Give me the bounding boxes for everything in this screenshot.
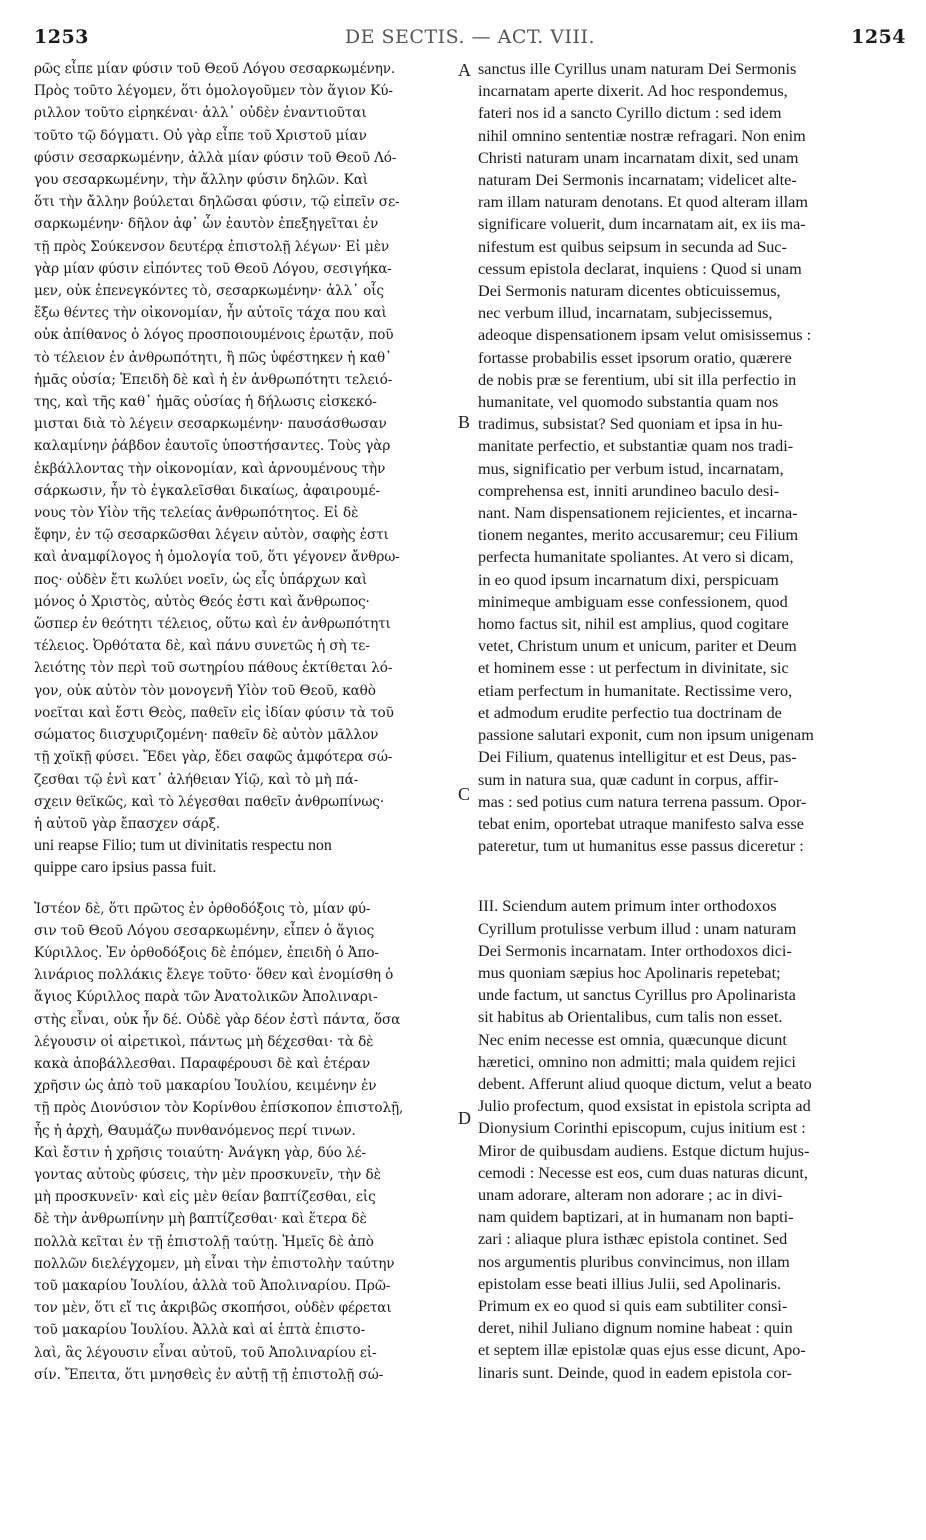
greek-line: κακὰ ἀποβάλλεσθαι. Παραφέρουσι δὲ καὶ ἑτέραν: [34, 1055, 371, 1072]
greek-line: μὴ προσκυνεῖν· καὶ εἰς μὲν θείαν βαπτίζεσθαι, εἰς: [34, 1189, 376, 1206]
greek-line: τῇ χοϊκῇ φύσει. Ἔδει γὰρ, ἔδει σαφῶς ἀμφότερα σώ-: [34, 749, 393, 766]
latin-line: vetet, Christum unum et unicum, pariter et Deum: [478, 637, 797, 656]
latin-line: deret, nihil Juliano dignum nomine habeat : quin: [478, 1319, 793, 1338]
latin-line: manitate perfectio, et substantiæ quam nos tradi-: [478, 437, 794, 456]
greek-line: Καὶ ἔστιν ἡ χρῆσις τοιαύτη· Ἀνάγκη γὰρ, δύο λέ-: [34, 1144, 366, 1161]
latin-line: unam adorare, alteram non adorare ; ac in divi-: [478, 1185, 783, 1204]
latin-line: pateretur, tum ut humanitus esse passus diceretur :: [478, 837, 804, 856]
latin-line: comprehensa est, inniti arundineo baculo desi-: [478, 481, 780, 500]
greek-line: τέλειος. Ὀρθότατα δὲ, καὶ πάνυ συνετῶς ἡ σὴ τε-: [34, 638, 370, 655]
greek-line: μεν, οὐκ ἐπενεγκόντες τὸ, σεσαρκωμένην· ἀλλ᾽ οἷς: [34, 283, 384, 300]
latin-line: Dionysium Corinthi episcopum, cujus initium est :: [478, 1119, 806, 1138]
greek-line: σαρκωμένην· δῆλον ἀφ᾽ ὧν ἑαυτὸν ἐπεξηγεῖται ἐν: [34, 216, 379, 233]
latin-line: Miror de quibusdam audiens. Estque dictum hujus-: [478, 1141, 810, 1160]
latin-line: Christi naturam unam incarnatam dixit, sed unam: [478, 148, 799, 167]
greek-line: γου σεσαρκωμένην, τὴν ἄλλην φύσιν δηλῶν. Καὶ: [34, 172, 369, 189]
greek-line: ἔξω θέντες τὴν οἰκονομίαν, ἦν αὐτοῖς τάχα που καὶ: [34, 305, 387, 322]
greek-line: νους τὸν Υἱὸν τῆς τελείας ἀνθρωπότητος. Εἰ δὲ: [34, 505, 359, 522]
latin-line: et admodum erudite perfectio tua doctrinam de: [478, 703, 782, 722]
latin-line: nifestum est quibus seipsum in secunda ad Suc-: [478, 237, 787, 256]
latin-line: naturam Dei Sermonis incarnatam; videlicet alte-: [478, 171, 797, 190]
greek-line: τὸ τέλειον ἐν ἀνθρωπότητι, ἢ πῶς ὑφέστηκεν ἡ καθ᾽: [34, 349, 392, 366]
latin-span-line: uni reapse Filio; tum ut divinitatis respectu non: [34, 837, 332, 855]
latin-line: cemodi : Necesse est eos, cum duas naturas dicunt,: [478, 1163, 808, 1182]
greek-line: ζεσθαι τῷ ἑνὶ κατ᾽ ἀλήθειαν Υἱῷ, καὶ τὸ μὴ πά-: [34, 771, 359, 788]
latin-line: debent. Afferunt aliud quoque dictum, velut a beato: [478, 1074, 812, 1093]
margin-marker-b: B: [458, 412, 471, 432]
latin-line: zari : aliaque plura isthæc epistola continet. Sed: [478, 1230, 788, 1249]
greek-line: ἡμᾶς οὐσία; Ἐπειδὴ δὲ καὶ ἡ ἐν ἀνθρωπότητι τελειό-: [34, 371, 393, 388]
greek-line: ἔφην, ἐν τῷ σεσαρκῶσθαι λέγειν αὐτὸν, σαφὴς ἐστι: [34, 527, 389, 544]
latin-line: mus quoniam sæpius hoc Apolinaris repetebat;: [478, 963, 781, 982]
latin-line: mas : sed potius cum natura terrena passum. Opor-: [478, 792, 807, 811]
latin-column: [478, 58, 892, 1384]
latin-line: linaris sunt. Deinde, quod in eadem epistola cor-: [478, 1363, 792, 1382]
latin-line: Dei Sermonis incarnatam. Inter orthodoxos dici-: [478, 941, 792, 960]
greek-line: πολλὰ κεῖται ἐν τῇ ἐπιστολῇ ταύτῃ. Ἡμεῖς δὲ ἀπὸ: [34, 1233, 374, 1250]
greek-line: γον, οὐκ αὐτὸν τὸν μονογενῆ Υἱὸν τοῦ Θεοῦ, καθὸ: [34, 682, 376, 699]
greek-line: καλαμίνην ῥάβδον ἑαυτοῖς ὑποστήσαντες. Τοὺς γὰρ: [34, 438, 391, 455]
greek-line: λινάριος πολλάκις ἔλεγε τοῦτο· ὅθεν καὶ ἐνομίσθη ὁ: [34, 967, 394, 984]
greek-line: τοῦτο τῷ δόγματι. Οὐ γὰρ εἶπε τοῦ Χριστοῦ μίαν: [34, 127, 367, 144]
greek-line: ἐκβάλλοντας τὴν οἰκονομίαν, καὶ ἀρνουμένους τὴν: [34, 460, 386, 477]
page-header: [34, 26, 906, 52]
latin-line: adeoque dispensationem ipsam velut omisissemus :: [478, 326, 812, 345]
margin-marker-c: C: [458, 784, 471, 804]
greek-line: τοῦ μακαρίου Ἰουλίου, ἀλλὰ τοῦ Ἀπολιναρίου. Πρῶ-: [34, 1277, 391, 1294]
latin-line: nec verbum illud, incarnatam, subjecissemus,: [478, 304, 773, 323]
latin-line: et hominem esse : ut perfectum in divinitate, sic: [478, 659, 789, 678]
latin-line: Cyrillum protulisse verbum illud : unam naturam: [478, 919, 797, 938]
latin-line: fateri nos id a sancto Cyrillo dictum : sed idem: [478, 104, 782, 123]
greek-line: ἅγιος Κύριλλος παρὰ τῶν Ἀνατολικῶν Ἀπολιναρι-: [34, 989, 378, 1006]
greek-line: σάρκωσιν, ἦν τὸ ἐγκαλεῖσθαι δικαίως, ἀφαιρουμέ-: [34, 482, 380, 499]
greek-line: Ἰστέον δὲ, ὅτι πρῶτος ἐν ὀρθοδόξοις τὸ, μίαν φύ-: [34, 900, 371, 917]
latin-line: Primum ex eo quod si quis eam subtiliter consi-: [478, 1296, 788, 1315]
latin-line: significare voluerit, dum incarnatam ait, ex iis ma-: [478, 215, 806, 234]
latin-line: minimeque ambiguam esse confessionem, quod: [478, 592, 788, 611]
latin-line: etiam perfectum in humanitate. Rectissime vero,: [478, 681, 793, 700]
latin-line: nos argumentis pluribus convincimus, non illam: [478, 1252, 790, 1271]
latin-line: ram illam naturam denotans. Et quod alteram illam: [478, 193, 808, 212]
latin-line: et septem illæ epistolæ quas ejus esse dicunt, Apo-: [478, 1341, 806, 1360]
greek-column: [34, 58, 454, 1386]
latin-line: Dei Filium, quatenus intelligitur et est Deus, pas-: [478, 748, 797, 767]
latin-line: Julio profectum, quod exsistat in epistola scripta ad: [478, 1097, 811, 1116]
right-page-number: 1254: [851, 26, 906, 48]
margin-marker-d: D: [458, 1108, 471, 1128]
latin-line: III. Sciendum autem primum inter orthodoxos: [478, 897, 777, 916]
greek-line: γοντας αὐτοὺς φύσεις, τὴν μὲν προσκυνεῖν, τὴν δὲ: [34, 1166, 381, 1183]
greek-line: πος· οὐδὲν ἔτι κωλύει νοεῖν, ὡς εἷς ὑπάρχων καὶ: [34, 571, 368, 588]
greek-line: χρῆσιν ὡς ἀπὸ τοῦ μακαρίου Ἰουλίου, κειμένην ἐν: [34, 1078, 377, 1095]
latin-line: nihil omnino sententiæ nostræ refragari. Non enim: [478, 126, 806, 145]
greek-line: καὶ ἀναμφίλογος ἡ ὁμολογία τοῦ, ὅτι γέγονεν ἄνθρω-: [34, 549, 400, 566]
latin-line: passione salutari exponit, cum non ipsum unigenam: [478, 726, 814, 745]
greek-line: τῇ πρὸς Διονύσιον τὸν Κορίνθου ἐπίσκοπον ἐπιστολῇ,: [34, 1100, 404, 1117]
latin-line: nant. Nam dispensationem rejicientes, et incarna-: [478, 504, 798, 523]
greek-line: Κύριλλος. Ἐν ὀρθοδόξοις δὲ ἑπόμεν, ἐπειδὴ ὁ Ἀπο-: [34, 944, 379, 961]
greek-line: πολλῶν διελέγχομεν, μὴ εἶναι τὴν ἐπιστολὴν ταύτην: [34, 1255, 395, 1272]
greek-line: ἡ αὐτοῦ γὰρ ἔπασχεν σάρξ.: [34, 815, 221, 832]
greek-line: τῇ πρὸς Σούκενσον δευτέρᾳ ἐπιστολῇ λέγων· Εἰ μὲν: [34, 238, 390, 255]
greek-line: τον μὲν, ὅτι εἴ τις ἀκριβῶς σκοπήσοι, οὐδὲν φέρεται: [34, 1300, 392, 1317]
greek-line: οὐκ ἀπίθανος ὁ λόγος προσποιουμένοις ἐρωτᾷν, ποῦ: [34, 327, 394, 344]
latin-line: tebat enim, oportebat utraque manifesto salva esse: [478, 814, 804, 833]
latin-span-line: quippe caro ipsius passa fuit.: [34, 859, 217, 877]
latin-line: nam quidem baptizari, at in humanam non bapti-: [478, 1208, 794, 1227]
paragraph-gap: [34, 880, 454, 898]
latin-line: sanctus ille Cyrillus unam naturam Dei Sermonis: [478, 60, 797, 78]
latin-line: de nobis præ se ferentium, ubi sit illa perfectio in: [478, 370, 797, 389]
greek-line: της, καὶ τῆς καθ᾽ ἡμᾶς οὐσίας ἡ δήλωσις εἰσκεκό-: [34, 394, 377, 411]
greek-line: μόνος ὁ Χριστὸς, αὐτὸς Θεός ἐστι καὶ ἄνθρωπος·: [34, 593, 370, 610]
greek-line: ρῶς εἶπε μίαν φύσιν τοῦ Θεοῦ Λόγου σεσαρκωμένην.: [34, 61, 396, 77]
latin-line: perfecta humanitate spoliantes. At vero si dicam,: [478, 548, 794, 567]
greek-line: στὴς εἶναι, οὐκ ἦν δέ. Οὐδὲ γὰρ δέον ἐστὶ πάντα, ὅσα: [34, 1011, 401, 1028]
greek-line: μισται διὰ τὸ λέγειν σεσαρκωμένην· παυσάσθωσαν: [34, 416, 387, 433]
greek-line: ὅτι τὴν ἄλλην βούλεται δηλῶσαι φύσιν, τῷ εἰπεῖν σε-: [34, 194, 400, 211]
latin-line: humanitate, vel quomodo substantia quam nos: [478, 393, 779, 412]
latin-line: tionem negantes, merito accusaremur; ceu Filium: [478, 526, 799, 545]
greek-line: σιν τοῦ Θεοῦ Λόγου σεσαρκωμένην, εἶπεν ὁ ἅγιος: [34, 922, 375, 939]
greek-line: λαὶ, ἃς λέγουσιν εἶναι αὐτοῦ, τοῦ Ἀπολιναρίου εἰ-: [34, 1344, 377, 1361]
greek-line: φύσιν σεσαρκωμένην, ἀλλὰ μίαν φύσιν τοῦ Θεοῦ Λό-: [34, 149, 397, 166]
latin-line: epistolam esse beati illius Julii, sed Apolinaris.: [478, 1274, 782, 1293]
greek-line: σώματος διισχυριζομένη· παθεῖν δὲ αὐτὸν μᾶλλον: [34, 727, 379, 744]
latin-line: unde factum, ut sanctus Cyrillus pro Apolinarista: [478, 986, 796, 1005]
greek-line: νοεῖται καὶ ἔστι Θεὸς, παθεῖν εἰς ἰδίαν φύσιν τὰ τοῦ: [34, 704, 394, 721]
greek-line: γὰρ μίαν φύσιν εἰπόντες τοῦ Θεοῦ Λόγου, σεσιγήκα-: [34, 260, 392, 277]
running-title: DE SECTIS. — ACT. VIII.: [344, 26, 596, 48]
latin-line: homo factus sit, nihil est amplius, quod cogitare: [478, 615, 789, 634]
greek-line: σχειν θεϊκῶς, καὶ τὸ λέγεσθαι παθεῖν ἀνθρωπίνως·: [34, 793, 385, 810]
greek-line: δὲ τὴν ἀνθρωπίνην μὴ βαπτίζεσθαι· καὶ ἕτερα δὲ: [34, 1211, 367, 1228]
latin-line: sum in natura sua, quæ cadunt in corpus, affir-: [478, 770, 779, 789]
latin-line: incarnatam aperte dixerit. Ad hoc respondemus,: [478, 82, 788, 101]
latin-line: cessum epistola declarat, inquiens : Quod si unam: [478, 259, 802, 278]
latin-line: Dei Sermonis naturam dicentes obticuissemus,: [478, 282, 781, 301]
greek-line: ριλλον τοῦτο εἰρηκέναι· ἀλλ᾽ οὐδὲν ἐναντιοῦται: [34, 105, 367, 122]
latin-line: sit habitus ab Orientalibus, cum talis non esset.: [478, 1008, 783, 1027]
greek-line: Πρὸς τοῦτο λέγομεν, ὅτι ὁμολογοῦμεν τὸν ἅγιον Κύ-: [34, 83, 393, 100]
greek-line: λειότης τὸν περὶ τοῦ σωτηρίου πάθους ἐκτίθεται λό-: [34, 660, 393, 677]
latin-line: mus, significatio per verbum istud, incarnatam,: [478, 459, 784, 478]
latin-line: Nec enim necesse est omnia, quæcunque dicunt: [478, 1030, 787, 1049]
left-page-number: 1253: [34, 26, 89, 48]
latin-line: tradimus, subsistat? Sed quoniam et ipsa in hu-: [478, 415, 783, 434]
greek-line: ἧς ἡ ἀρχὴ, Θαυμάζω πυνθανόμενος περί τινων.: [34, 1122, 356, 1139]
latin-line: fortasse probabilis esset ipsorum oratio, quærere: [478, 348, 792, 367]
margin-marker-a: A: [458, 60, 471, 80]
greek-line: σίν. Ἔπειτα, ὅτι μνησθεὶς ἐν αὐτῇ τῇ ἐπιστολῇ σώ-: [34, 1366, 384, 1383]
greek-line: τοῦ μακαρίου Ἰουλίου. Ἀλλὰ καὶ αἱ ἑπτὰ ἐπιστο-: [34, 1322, 366, 1339]
latin-line: in eo quod ipsum incarnatum dixi, perspicuam: [478, 570, 779, 589]
greek-line: ὥσπερ ἐν θεότητι τέλειος, οὕτω καὶ ἐν ἀνθρωπότητι: [34, 616, 391, 633]
greek-line: λέγουσιν οἱ αἱρετικοὶ, πάντως μὴ δέχεσθαι· τὰ δὲ: [34, 1033, 374, 1050]
latin-line: hæretici, omnino non admitti; mala quidem rejici: [478, 1052, 796, 1071]
paragraph-gap: [478, 857, 892, 895]
